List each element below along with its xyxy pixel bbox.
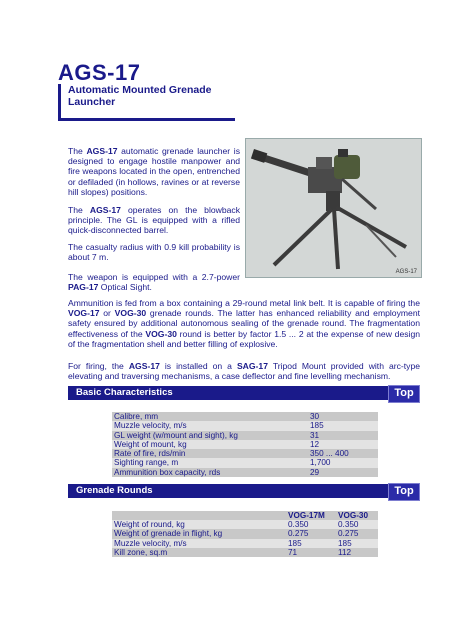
row-value: 31 bbox=[308, 431, 378, 440]
grenade-launcher-illustration-icon bbox=[246, 139, 421, 277]
row-label: Weight of mount, kg bbox=[112, 440, 308, 449]
row-value: 29 bbox=[308, 468, 378, 477]
table-row bbox=[112, 520, 378, 529]
table-row bbox=[112, 449, 378, 458]
table-row bbox=[112, 440, 378, 449]
photo-caption: AGS-17 bbox=[395, 269, 417, 275]
table-row bbox=[112, 529, 378, 538]
table-row bbox=[112, 412, 378, 421]
page-title: AGS-17 bbox=[58, 60, 141, 85]
row-value: 350 ... 400 bbox=[308, 449, 378, 458]
table-row bbox=[112, 458, 378, 467]
row-label: Muzzle velocity, m/s bbox=[112, 539, 286, 548]
column-header: VOG-30 bbox=[336, 511, 378, 520]
table-row bbox=[112, 468, 378, 477]
row-label: Muzzle velocity, m/s bbox=[112, 421, 308, 430]
table-row bbox=[112, 539, 378, 548]
column-header bbox=[112, 511, 286, 520]
vog-17m-value: 71 bbox=[286, 548, 336, 557]
vog-17m-value: 185 bbox=[286, 539, 336, 548]
row-label: Kill zone, sq.m bbox=[112, 548, 286, 557]
title-block bbox=[58, 60, 218, 86]
row-value: 12 bbox=[308, 440, 378, 449]
row-value: 30 bbox=[308, 412, 378, 421]
intro-paragraph-4: The weapon is equipped with a 2.7-power PAG-17 Optical Sight. bbox=[68, 272, 240, 293]
section-heading: Grenade Rounds bbox=[76, 485, 153, 496]
grenade-rounds-table bbox=[112, 511, 378, 557]
weapon-photo bbox=[245, 138, 422, 278]
section-heading: Basic Characteristics bbox=[76, 387, 173, 398]
grenade-rounds-bar bbox=[68, 484, 420, 498]
page-subtitle: Automatic Mounted Grenade Launcher bbox=[68, 84, 212, 108]
vog-30-value: 0.275 bbox=[336, 529, 378, 538]
intro-paragraph-1: The AGS-17 automatic grenade launcher is designed to engage hostile manpower and fire weapons located in the open, entrenched or defiladed (in hollows, ravines or at reverse hill slopes) positions. bbox=[68, 146, 240, 197]
row-label: Weight of round, kg bbox=[112, 520, 286, 529]
row-value: 1,700 bbox=[308, 458, 378, 467]
row-label: Calibre, mm bbox=[112, 412, 308, 421]
vog-17m-value: 0.350 bbox=[286, 520, 336, 529]
basic-characteristics-table bbox=[112, 412, 378, 477]
row-label: Sighting range, m bbox=[112, 458, 308, 467]
row-value: 185 bbox=[308, 421, 378, 430]
basic-characteristics-bar bbox=[68, 386, 420, 400]
row-label: Ammunition box capacity, rds bbox=[112, 468, 308, 477]
top-link[interactable]: Top bbox=[388, 483, 420, 501]
table-row bbox=[112, 548, 378, 557]
column-header: VOG-17M bbox=[286, 511, 336, 520]
ammunition-paragraph: Ammunition is fed from a box containing a 29-round metal link belt. It is capable of firing the VOG-17 or VOG-30 grenade rounds. The latter has enhanced reliability and employment safety ensured by additional autonomous sealing of the grenade round. The fragmentation effectiveness of the VOG-30 round is better by factor 1.5 ... 2 at the expense of new design of the fragmentation shell and better filling of explosive. bbox=[68, 298, 421, 349]
firing-paragraph: For firing, the AGS-17 is installed on a SAG-17 Tripod Mount provided with arc-type elevating and traversing mechanisms, a case deflector and fine levelling mechanism. bbox=[68, 361, 421, 382]
vog-30-value: 185 bbox=[336, 539, 378, 548]
table-row bbox=[112, 431, 378, 440]
top-link[interactable]: Top bbox=[388, 385, 420, 403]
intro-paragraph-2: The AGS-17 operates on the blowback principle. The GL is equipped with a rifled quick-disconnected barrel. bbox=[68, 205, 241, 236]
row-label: Rate of fire, rds/min bbox=[112, 449, 308, 458]
vog-17m-value: 0.275 bbox=[286, 529, 336, 538]
row-label: GL weight (w/mount and sight), kg bbox=[112, 431, 308, 440]
vog-30-value: 0.350 bbox=[336, 520, 378, 529]
row-label: Weight of grenade in flight, kg bbox=[112, 529, 286, 538]
intro-paragraph-3: The casualty radius with 0.9 kill probability is about 7 m. bbox=[68, 242, 240, 263]
vog-30-value: 112 bbox=[336, 548, 378, 557]
table-row bbox=[112, 421, 378, 430]
